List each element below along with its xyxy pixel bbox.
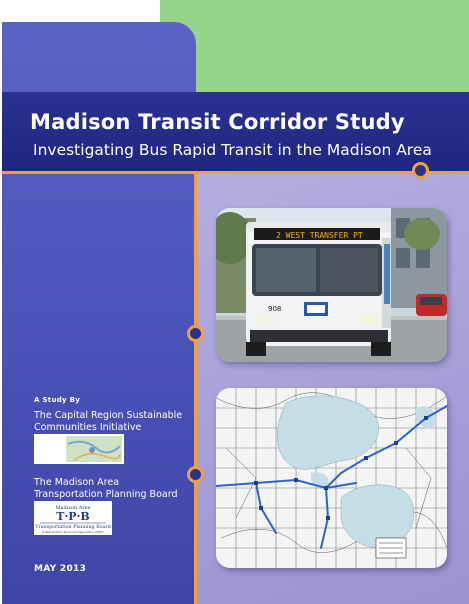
title-band-rule xyxy=(2,171,469,174)
bus-photo xyxy=(216,208,447,362)
org-capital-region: The Capital Region Sustainable Communities Initiative xyxy=(34,410,183,433)
org-madison-tpb: The Madison Area Transportation Planning Board xyxy=(34,477,178,500)
study-by-label: A Study By xyxy=(34,396,81,404)
corridor-map-image xyxy=(216,388,447,568)
tpb-logo xyxy=(34,501,112,535)
credits-block xyxy=(34,396,184,434)
bus-destination-sign: 2 WEST TRANSFER PT xyxy=(276,231,363,240)
tpb-logo-image xyxy=(34,501,112,535)
report-title: Madison Transit Corridor Study xyxy=(30,110,405,134)
report-subtitle: Investigating Bus Rapid Transit in the Madison Area xyxy=(33,141,432,159)
svg-text:Transportation Planning Board: Transportation Planning Board xyxy=(35,525,111,530)
bus-photo-image xyxy=(216,208,447,362)
capital-region-logo-image xyxy=(34,434,124,464)
svg-text:A Metropolitan Planning Organi: A Metropolitan Planning Organization (MPO) xyxy=(42,530,104,534)
corridor-map xyxy=(216,388,447,568)
orange-ring-marker xyxy=(412,162,429,179)
bus-number: 908 xyxy=(268,305,282,313)
svg-text:Madison Area: Madison Area xyxy=(55,505,91,511)
orange-vertical-rule xyxy=(194,174,197,604)
orange-ring-marker xyxy=(187,325,204,342)
capital-region-logo xyxy=(34,434,124,464)
publication-date: MAY 2013 xyxy=(34,564,87,574)
orange-ring-marker xyxy=(187,466,204,483)
svg-text:T·P·B: T·P·B xyxy=(56,510,90,523)
